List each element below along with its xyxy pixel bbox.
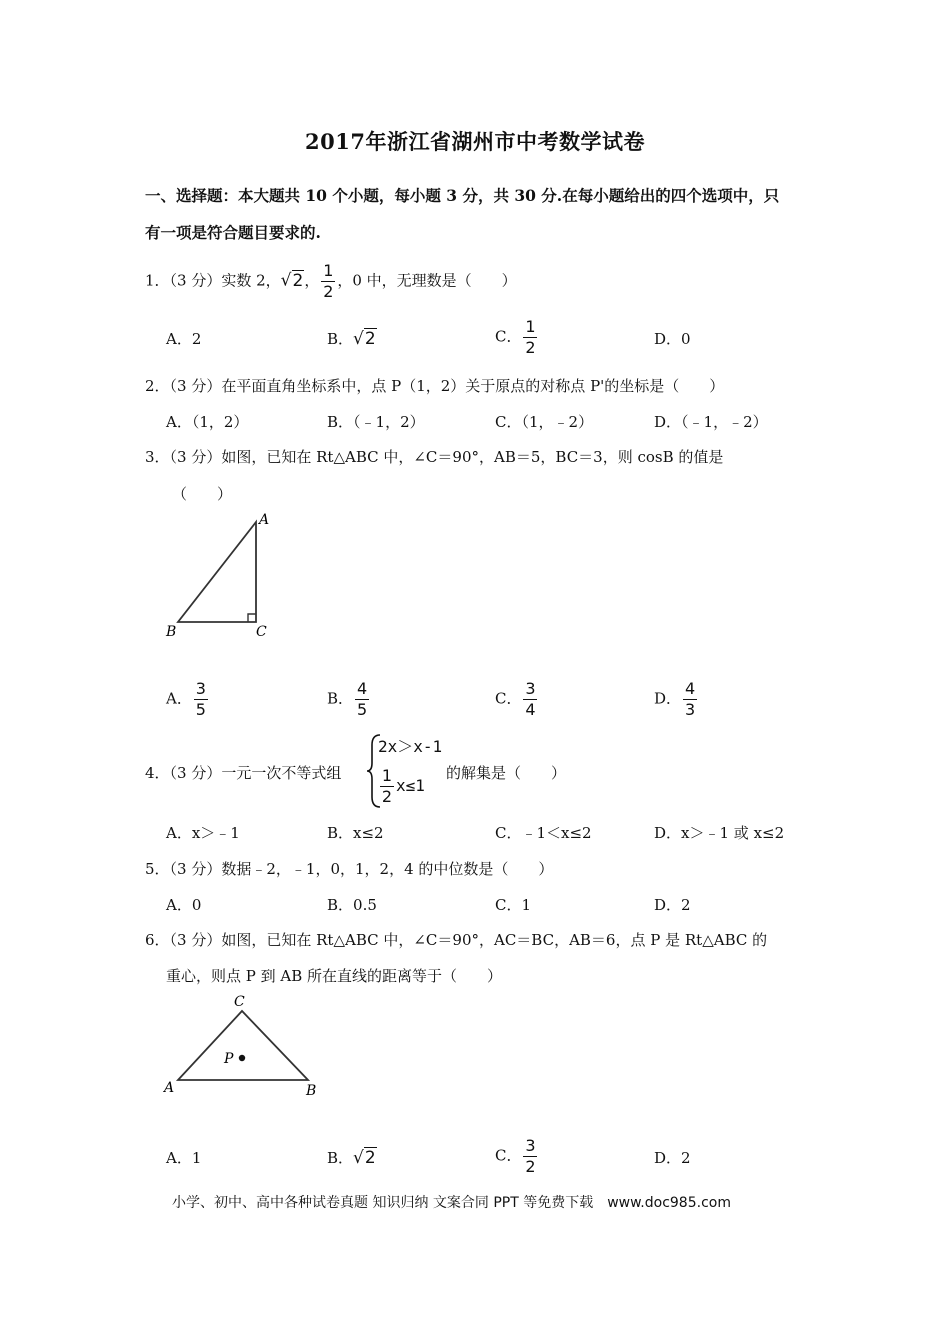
q6-centroid-point bbox=[239, 1055, 245, 1061]
q3-option-b: B． $\frac{4}{5}$ bbox=[327, 679, 368, 719]
q2-option-c: C．（1，﹣2） bbox=[495, 413, 594, 431]
q1-option-a: A．2 bbox=[166, 330, 202, 348]
q2-option-b: B．（﹣1，2） bbox=[327, 413, 425, 431]
q1-comma: ， bbox=[304, 271, 320, 290]
section-instructions-line2: 有一项是符合题目要求的. bbox=[145, 223, 321, 242]
q1-fraction: $\frac{1}{2}$ bbox=[323, 261, 334, 301]
question-6-stem-line1: 6．（3 分）如图，已知在 Rt△ABC 中，∠C＝90°，AC＝BC，AB＝6，点 P 是 Rt△ABC 的 bbox=[145, 931, 768, 949]
q6-option-d: D．2 bbox=[654, 1149, 691, 1167]
q6-label-a: A bbox=[164, 1080, 175, 1096]
question-3-stem-line2: （ ） bbox=[172, 485, 233, 503]
q3-label-c: C bbox=[256, 624, 267, 640]
q6-option-b: B．√2 bbox=[327, 1148, 376, 1168]
question-1-stem bbox=[145, 262, 517, 301]
q1-option-d: D．0 bbox=[654, 330, 691, 348]
question-3-stem-line1: 3．（3 分）如图，已知在 Rt△ABC 中，∠C＝90°，AB＝5，BC＝3，则 cosB 的值是 bbox=[145, 448, 724, 466]
question-2-stem: 2．（3 分）在平面直角坐标系中，点 P（1，2）关于原点的对称点 P'的坐标是（ ） bbox=[145, 377, 725, 395]
q3-triangle-figure bbox=[160, 508, 280, 643]
q1-stem-end: ，0 中，无理数是（ ） bbox=[337, 271, 517, 290]
q5-option-a: A．0 bbox=[166, 896, 202, 914]
q3-triangle bbox=[178, 522, 256, 622]
page-footer: 小学、初中、高中各种试卷真题 知识归纳 文案合同 PPT 等免费下载 www.doc985.com bbox=[172, 1195, 731, 1211]
q4-option-c: C．﹣1＜x≤2 bbox=[495, 824, 592, 842]
question-4-stem-post: 的解集是（ ） bbox=[446, 764, 567, 782]
question-6-stem-line2: 重心，则点 P 到 AB 所在直线的距离等于（ ） bbox=[166, 967, 503, 985]
q3-label-a: A bbox=[259, 512, 270, 528]
q4-option-b: B．x≤2 bbox=[327, 824, 384, 842]
q3-right-angle-mark bbox=[248, 614, 256, 622]
q6-option-a: A．1 bbox=[166, 1149, 202, 1167]
question-5-stem: 5．（3 分）数据﹣2，﹣1，0，1，2，4 的中位数是（ ） bbox=[145, 860, 554, 878]
q1-option-c: C． $\frac{1}{2}$ bbox=[495, 317, 536, 357]
q3-option-a: A． $\frac{3}{5}$ bbox=[166, 679, 206, 719]
q3-label-b: B bbox=[166, 624, 177, 640]
q5-option-b: B．0.5 bbox=[327, 896, 377, 914]
q6-triangle-figure bbox=[160, 990, 330, 1102]
q4-option-a: A．x＞﹣1 bbox=[166, 824, 240, 842]
q6-label-b: B bbox=[306, 1083, 317, 1099]
q1-option-b: B．√2 bbox=[327, 329, 376, 349]
q6-triangle bbox=[178, 1011, 308, 1080]
q2-option-a: A．（1，2） bbox=[166, 413, 249, 431]
question-4-stem-pre: 4．（3 分）一元一次不等式组 bbox=[145, 764, 342, 782]
q2-option-d: D．（﹣1，﹣2） bbox=[654, 413, 768, 431]
q1-stem-text: 1．（3 分）实数 2， bbox=[145, 271, 281, 290]
q4-inequality-2: $\frac{1}{2}$ x≤1 bbox=[381, 766, 425, 806]
q6-label-c: C bbox=[234, 994, 245, 1010]
q4-option-d: D．x＞﹣1 或 x≤2 bbox=[654, 824, 785, 842]
page-title: 2017年浙江省湖州市中考数学试卷 bbox=[305, 129, 645, 154]
q4-inequality-1: 2x＞x-1 bbox=[378, 737, 443, 756]
q6-label-p: P bbox=[224, 1051, 234, 1067]
q1-sqrt: √2 bbox=[280, 270, 304, 291]
section-instructions-line1: 一、选择题：本大题共 10 个小题，每小题 3 分，共 30 分.在每小题给出的四个选项中，只 bbox=[145, 186, 780, 205]
q3-option-c: C． $\frac{3}{4}$ bbox=[495, 679, 536, 719]
q3-option-d: D． $\frac{4}{3}$ bbox=[654, 679, 696, 719]
q5-option-d: D．2 bbox=[654, 896, 691, 914]
q6-option-c: C． $\frac{3}{2}$ bbox=[495, 1136, 536, 1176]
q5-option-c: C．1 bbox=[495, 896, 532, 914]
